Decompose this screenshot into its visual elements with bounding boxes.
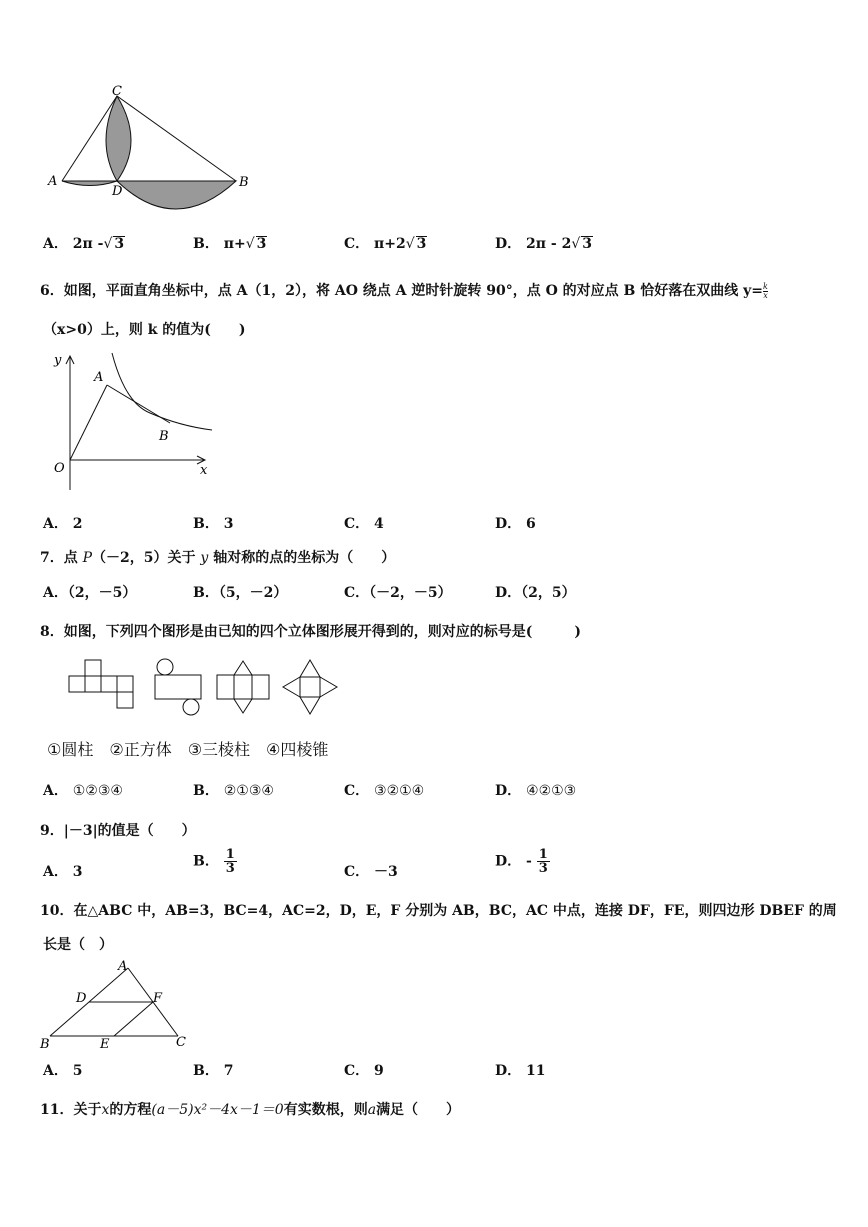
q5-option-d: D． 2π - 2√ 3 <box>495 236 592 252</box>
option-expr: 2π - <box>72 236 104 252</box>
q10-label-c: C <box>176 1035 186 1050</box>
q7-option-a: A．（2，－5） <box>43 585 137 601</box>
q6-option-b: B． 3 <box>193 516 234 532</box>
q7-option-c: C．（－2，－5） <box>344 585 452 601</box>
q10-option-b: B． 7 <box>193 1063 234 1079</box>
option-letter: D． <box>495 236 522 252</box>
q8-net-cube <box>69 660 133 708</box>
option-expr: π+ <box>223 236 246 252</box>
q6-label-a: A <box>94 370 104 385</box>
q10-label-f: F <box>153 991 163 1006</box>
option-radicand: 3 <box>582 236 592 252</box>
q8-option-d: D． ④②①③ <box>495 783 577 799</box>
q6-fraction-k-over-x: $\frac{k}{x}$ <box>763 281 768 300</box>
q7-stem: 7．点 P（－2，5）关于 y 轴对称的点的坐标为（ ） <box>40 550 396 566</box>
q10-stem-line1: 10．在△ABC 中，AB=3，BC=4，AC=2，D，E，F 分别为 AB，BC，AC 中点，连接 DF，FE，则四边形 DBEF 的周 <box>40 903 837 919</box>
option-letter: A． <box>43 236 68 252</box>
q6-stem-line2 <box>43 319 246 339</box>
q8-option-c: C． ③②①④ <box>344 783 425 799</box>
q9-option-d: D． - $\frac{1}{3}$ <box>495 847 548 876</box>
q8-stem: 8．如图，下列四个图形是由已知的四个立体图形展开得到的，则对应的标号是( ) <box>40 624 581 640</box>
q5-option-c: C． π+2√ 3 <box>344 236 427 252</box>
q8-option-a: A． ①②③④ <box>43 783 123 799</box>
q9-stem: 9．|－3|的值是（ ） <box>40 823 196 839</box>
question-number: 6． <box>40 283 64 299</box>
q5-label-b: B <box>239 175 249 190</box>
q8-net-pyramid <box>283 660 337 714</box>
q6-segment-oa <box>70 385 107 460</box>
q5-label-a: A <box>48 174 58 189</box>
option-expr: 2π - 2 <box>526 236 572 252</box>
q9-option-c: C． －3 <box>344 864 398 880</box>
q10-label-e: E <box>100 1037 110 1052</box>
q6-figure <box>40 348 220 498</box>
q9-option-b: B． $\frac{1}{3}$ <box>193 847 235 876</box>
option-radicand: 3 <box>256 236 267 252</box>
q6-label-y: y <box>54 353 62 368</box>
q6-label-b: B <box>159 429 169 444</box>
q6-label-x: x <box>200 463 208 478</box>
q9-fraction-b: $\frac{1}{3}$ <box>225 847 235 876</box>
q5-option-b: B． π+√ 3 <box>193 236 267 252</box>
question-text: （x>0）上，则 k 的值为( ) <box>43 322 246 338</box>
q5-shaded-region-bottom-left <box>62 181 117 186</box>
q6-stem-line1 <box>40 280 768 300</box>
option-radicand: 3 <box>416 236 427 252</box>
q8-net-cylinder <box>155 659 201 715</box>
q5-shaded-region-left <box>106 96 131 181</box>
q8-option-b: B． ②①③④ <box>193 783 274 799</box>
q10-option-c: C． 9 <box>344 1063 384 1079</box>
q5-shaded-region-bottom-right <box>117 181 236 209</box>
option-radicand: 3 <box>114 236 125 252</box>
q6-option-d: D． 6 <box>495 516 536 532</box>
q5-label-c: C <box>112 84 122 99</box>
q10-label-a: A <box>118 959 128 974</box>
q8-net-prism <box>217 661 269 713</box>
q10-figure <box>38 956 198 1052</box>
q11-stem: 11．关于x的方程(a－5)x²－4x－1＝0有实数根，则a满足（ ） <box>40 1102 461 1118</box>
q9-option-a: A． 3 <box>43 864 83 880</box>
q10-option-d: D． 11 <box>495 1063 546 1079</box>
q5-figure <box>40 82 260 222</box>
q8-nets-figure <box>60 655 350 720</box>
option-expr: π+2 <box>374 236 406 252</box>
q10-segment-fe <box>114 1002 153 1036</box>
q11-equation: (a－5)x²－4x－1＝0 <box>151 1102 284 1118</box>
question-text: 如图，平面直角坐标中，点 A（1，2），将 AO 绕点 A 逆时针旋转 90°，点 O 的对应点 B 恰好落在双曲线 y= <box>63 283 764 299</box>
option-letter: C． <box>344 236 370 252</box>
q10-label-d: D <box>76 991 87 1006</box>
option-letter: B． <box>193 236 219 252</box>
q7-option-d: D．（2，5） <box>495 585 576 601</box>
q6-option-a: A． 2 <box>43 516 83 532</box>
q5-label-d: D <box>112 184 123 199</box>
q9-fraction-d: $\frac{1}{3}$ <box>538 847 548 876</box>
q7-option-b: B．（5，－2） <box>193 585 288 601</box>
q5-option-a: A． 2π -√ 3 <box>43 236 125 252</box>
q6-option-c: C． 4 <box>344 516 384 532</box>
q10-stem-line2: 长是（ ） <box>43 937 113 953</box>
q6-label-o: O <box>54 461 65 476</box>
q10-option-a: A． 5 <box>43 1063 83 1079</box>
q8-legend: ①圆柱 ②正方体 ③三棱柱 ④四棱锥 <box>47 740 329 759</box>
q5-line-cb <box>117 96 236 181</box>
q10-label-b: B <box>40 1037 50 1052</box>
